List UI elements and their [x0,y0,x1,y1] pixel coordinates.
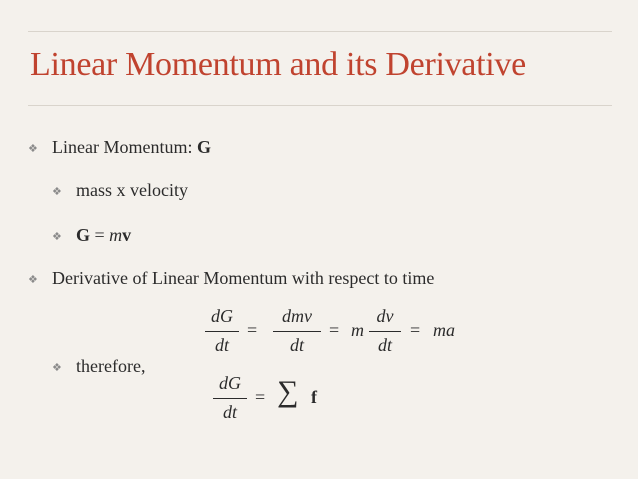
fraction-bar [369,331,401,332]
force-sum-equation [213,373,353,428]
diamond-bullet-icon: ❖ [28,143,38,155]
formula-equals: = [90,225,110,245]
diamond-bullet-icon: ❖ [52,231,62,243]
equals-sign: = [410,320,421,340]
equals-sign: = [247,320,258,340]
formula-velocity: v [122,225,132,245]
diamond-bullet-icon: ❖ [52,186,62,198]
fraction-numerator: dmv [282,306,312,326]
force-vector: f [311,387,317,407]
derivative-equation [205,306,485,361]
fraction-numerator: dG [211,306,233,326]
fraction-numerator: dG [219,373,241,393]
fraction-bar [213,398,247,399]
fraction-bar [273,331,321,332]
fraction-numerator: dv [376,306,394,326]
mass-times-acceleration: ma [433,320,455,340]
formula-lhs: G [76,225,91,245]
fraction-denominator: dt [222,402,237,422]
diamond-bullet-icon: ❖ [52,362,62,374]
bullet-text: therefore, [76,356,146,376]
bullet-text: Linear Momentum: [52,137,197,157]
top-rule [28,31,612,32]
fraction-denominator: dt [289,335,304,355]
fraction-denominator: dt [377,335,392,355]
mass-variable: m [351,320,364,340]
equals-sign: = [255,387,266,407]
fraction-denominator: dt [214,335,229,355]
summation-symbol: ∑ [277,375,299,408]
bullet-text: Derivative of Linear Momentum with respect to time [52,268,435,288]
slide-title: Linear Momentum and its Derivative [30,46,526,83]
fraction-bar [205,331,239,332]
formula-mass: m [109,225,123,245]
title-underline [28,105,612,106]
bullet-text: mass x velocity [76,180,188,200]
diamond-bullet-icon: ❖ [28,274,38,286]
equals-sign: = [329,320,340,340]
momentum-symbol: G [196,137,211,157]
